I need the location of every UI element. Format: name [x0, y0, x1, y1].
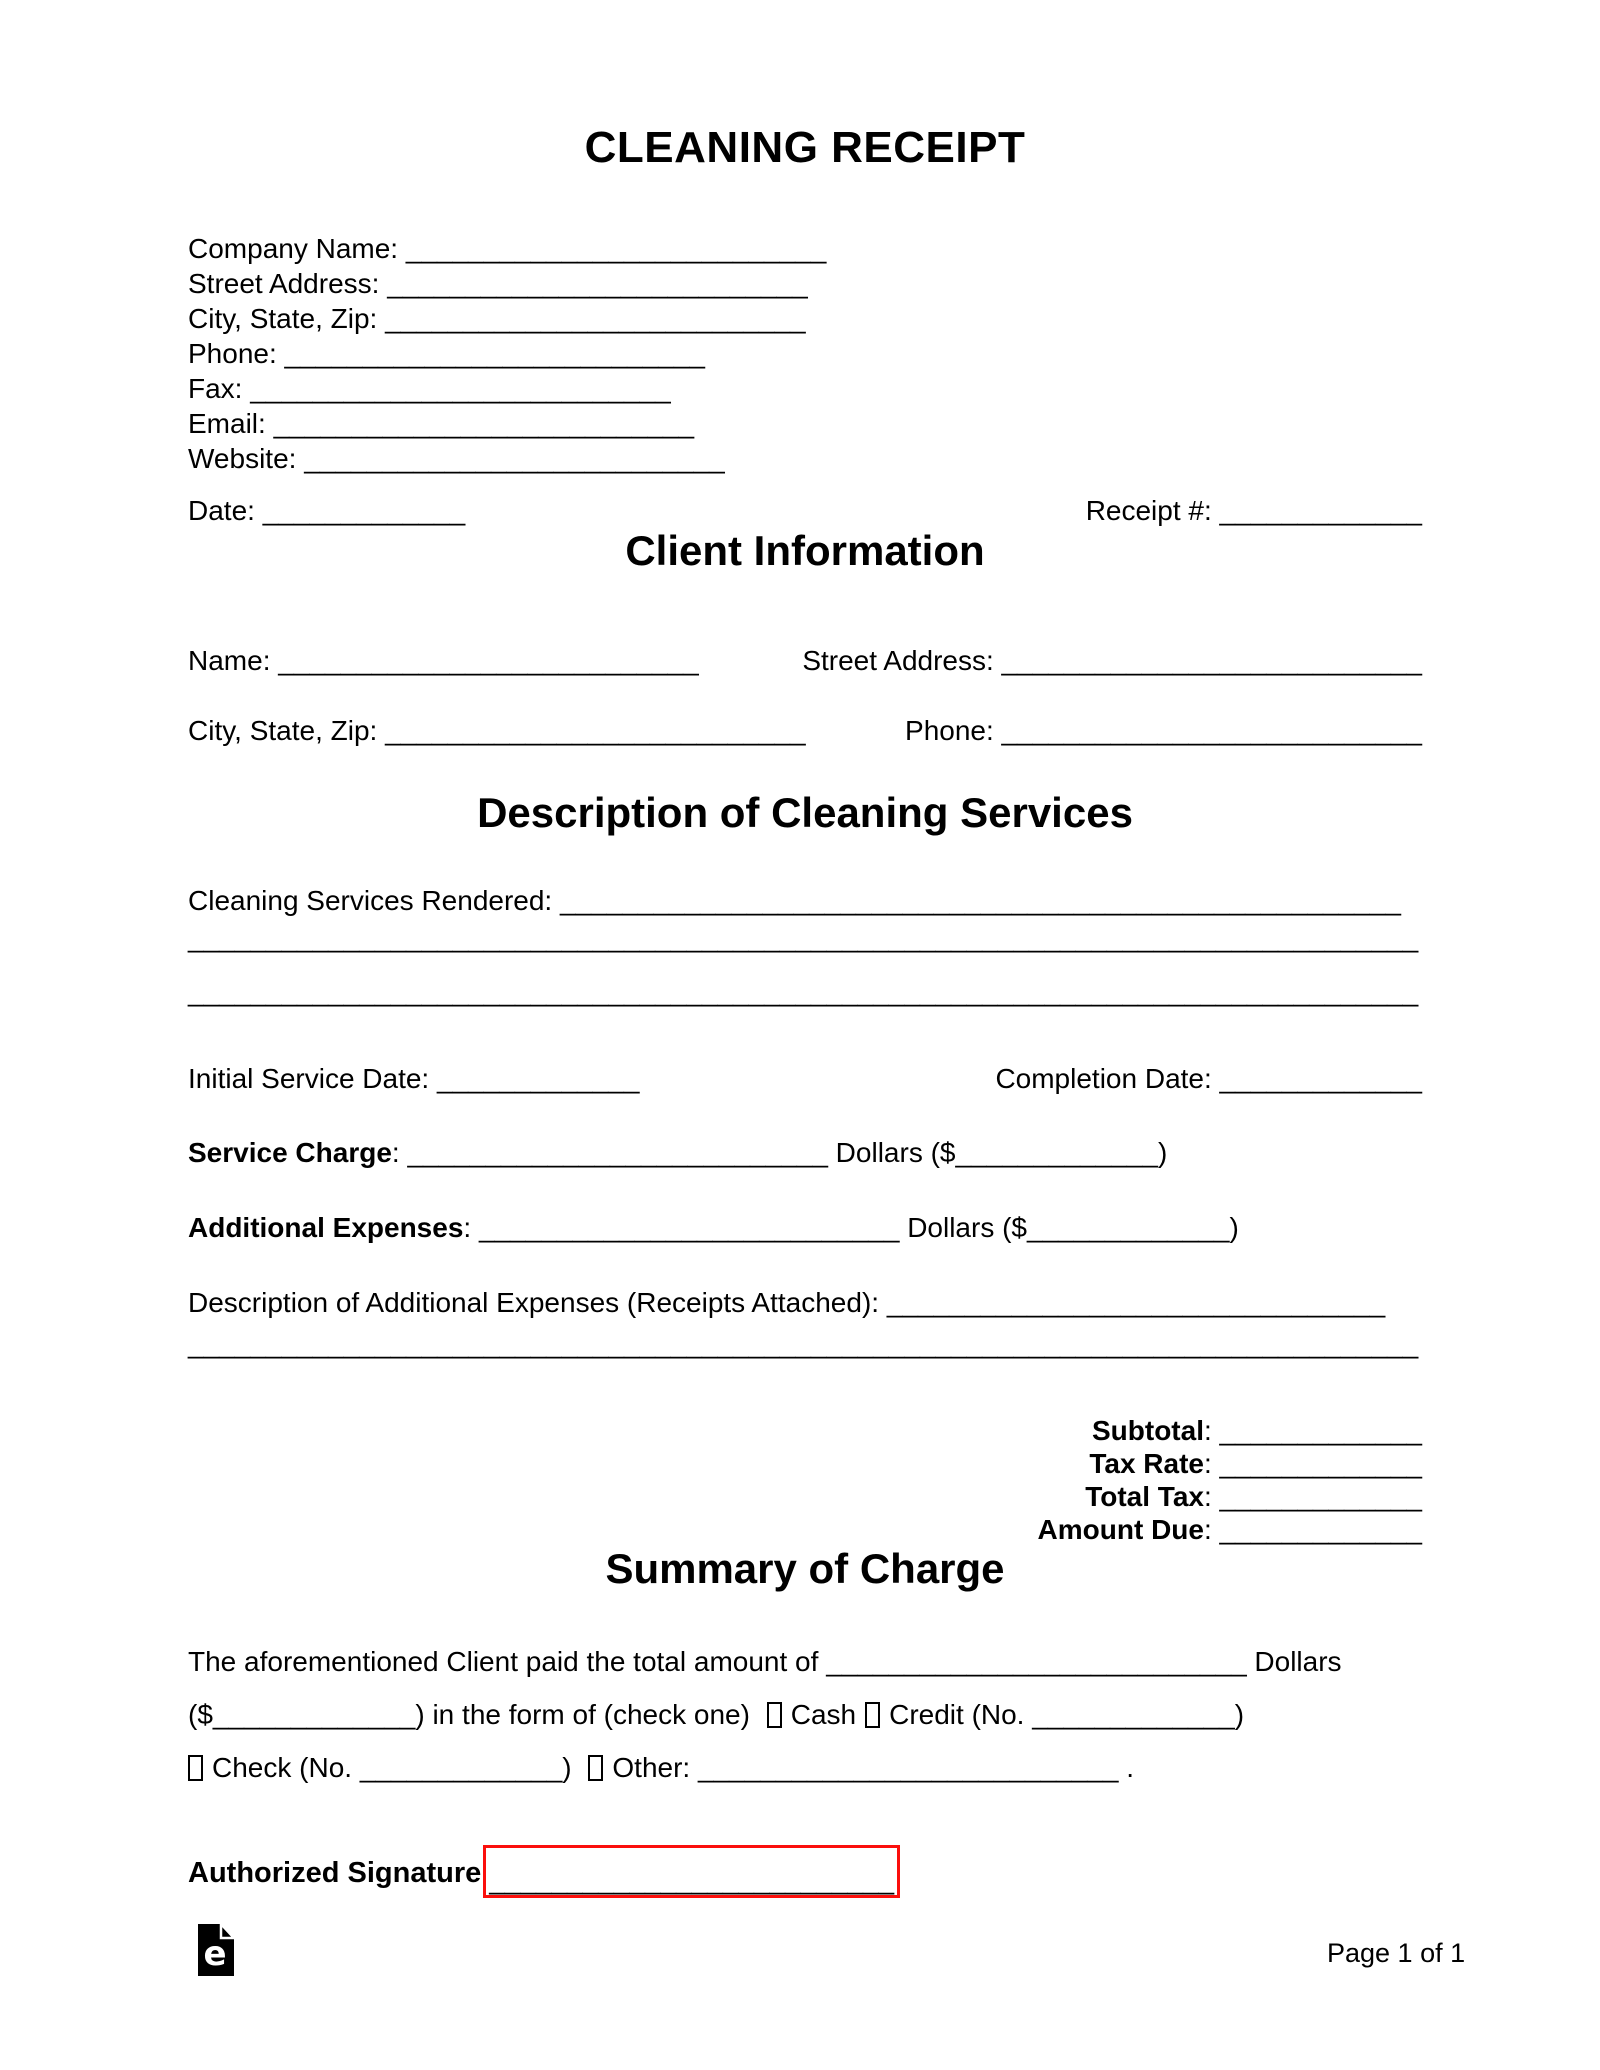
other-line[interactable]: ___________________________ [697, 1752, 1119, 1783]
company-email-row [188, 406, 1422, 441]
company-name-row [188, 231, 1422, 266]
initial-service-date-line[interactable]: _____________ [437, 1063, 640, 1094]
client-name-line[interactable]: ___________________________ [278, 645, 699, 676]
company-fax-row [188, 371, 1422, 406]
tax-rate-label: Tax Rate [1089, 1448, 1204, 1479]
company-name-label: Company Name: [188, 233, 406, 264]
document-icon [198, 1924, 234, 1976]
amount-due-row [1038, 1513, 1422, 1546]
subtotal-label: Subtotal [1091, 1415, 1204, 1446]
company-fax-line[interactable]: ___________________________ [250, 373, 671, 404]
services-blank-row-1 [188, 922, 1422, 954]
date-field [188, 495, 465, 527]
service-charge-dollars-label: Dollars ($ [827, 1137, 956, 1168]
summary-heading: Summary of Charge [605, 1545, 1005, 1592]
services-rendered-label: Cleaning Services Rendered: [188, 885, 560, 916]
additional-expenses-blank-line[interactable]: _______________________________________________________________________________ [188, 1328, 1419, 1359]
receipt-number-field [1086, 495, 1422, 527]
subtotal-row [1038, 1414, 1422, 1447]
cash-label: Cash [790, 1699, 857, 1730]
signature-box[interactable] [483, 1845, 900, 1898]
client-name-field [188, 645, 699, 677]
additional-expenses-blank-row [188, 1328, 1422, 1360]
client-city-field [188, 715, 806, 747]
credit-label: Credit (No. [889, 1699, 1033, 1730]
client-street-field [802, 645, 1422, 677]
service-charge-line[interactable]: ___________________________ [407, 1137, 828, 1168]
services-heading: Description of Cleaning Services [477, 789, 1133, 836]
amount-due-colon: : [1203, 1514, 1220, 1545]
service-charge-amount-line[interactable]: _____________ [955, 1137, 1158, 1168]
service-dates-row [188, 1063, 1422, 1095]
credit-paren-close: ) [1234, 1699, 1245, 1730]
totals-block [1038, 1414, 1422, 1546]
completion-date-line[interactable]: _____________ [1219, 1063, 1422, 1094]
company-info-block [188, 231, 1422, 476]
company-street-row [188, 266, 1422, 301]
eforms-logo [198, 1924, 234, 1983]
additional-expenses-row [188, 1212, 1422, 1244]
page-title: CLEANING RECEIPT [584, 123, 1026, 172]
summary-dollars-label: Dollars [1246, 1646, 1342, 1677]
svg-text:e: e [203, 1934, 227, 1974]
date-receipt-row [188, 495, 1422, 527]
additional-expenses-desc-line[interactable]: ________________________________ [886, 1287, 1386, 1318]
additional-expenses-dollars-label: Dollars ($ [899, 1212, 1028, 1243]
additional-expenses-line[interactable]: ___________________________ [478, 1212, 900, 1243]
company-fax-label: Fax: [188, 373, 251, 404]
company-name-line[interactable]: ___________________________ [405, 233, 827, 264]
receipt-number-label: Receipt #: [1085, 495, 1220, 526]
initial-service-date-field [188, 1063, 639, 1095]
receipt-number-line[interactable]: _____________ [1219, 495, 1422, 526]
client-information-heading: Client Information [625, 527, 985, 574]
amount-due-label: Amount Due [1037, 1514, 1204, 1545]
signature-line: __________________________ [489, 1864, 895, 1895]
company-city-line[interactable]: ___________________________ [385, 303, 806, 334]
company-city-row [188, 301, 1422, 336]
client-row-1 [188, 645, 1422, 677]
total-amount-line[interactable]: ___________________________ [826, 1646, 1247, 1677]
company-website-label: Website: [188, 443, 305, 474]
company-city-label: City, State, Zip: [188, 303, 386, 334]
service-charge-colon: : [391, 1137, 408, 1168]
company-website-row [188, 441, 1422, 476]
client-phone-label: Phone: [905, 715, 1002, 746]
subtotal-line[interactable]: _____________ [1219, 1415, 1422, 1446]
date-line[interactable]: _____________ [262, 495, 466, 526]
total-amount-numeric-line[interactable]: _____________ [212, 1699, 416, 1730]
initial-service-date-label: Initial Service Date: [188, 1063, 437, 1094]
company-street-label: Street Address: [188, 268, 388, 299]
subtotal-colon: : [1203, 1415, 1220, 1446]
services-blank-row-2 [188, 976, 1422, 1008]
summary-line-3 [188, 1741, 1422, 1794]
company-email-label: Email: [188, 408, 274, 439]
checkbox-other[interactable] [588, 1755, 603, 1781]
authorized-signature-label: Authorized Signature [188, 1857, 482, 1889]
summary-line-1 [188, 1635, 1422, 1688]
client-row-2 [188, 715, 1422, 747]
additional-expenses-desc-row [188, 1287, 1422, 1319]
service-charge-row [188, 1137, 1422, 1169]
check-label: Check (No. [212, 1752, 360, 1783]
services-rendered-line[interactable]: ______________________________________________________ [559, 885, 1401, 916]
other-label: Other: [612, 1752, 698, 1783]
summary-form-of-text: ) in the form of (check one) [415, 1699, 758, 1730]
total-tax-label: Total Tax [1085, 1481, 1204, 1512]
company-website-line[interactable]: ___________________________ [304, 443, 725, 474]
company-street-line[interactable]: ___________________________ [387, 268, 808, 299]
services-blank-line-1[interactable]: _______________________________________________________________________________ [188, 922, 1419, 953]
client-phone-line[interactable]: ___________________________ [1001, 715, 1422, 746]
additional-expenses-paren-close: ) [1229, 1212, 1239, 1243]
page-number: Page 1 of 1 [1327, 1938, 1466, 1968]
summary-period: . [1118, 1752, 1134, 1783]
summary-line-2 [188, 1688, 1422, 1741]
service-charge-paren-close: ) [1157, 1137, 1168, 1168]
company-email-line[interactable]: ___________________________ [273, 408, 695, 439]
tax-rate-row [1038, 1447, 1422, 1480]
company-phone-row [188, 336, 1422, 371]
total-tax-colon: : [1203, 1481, 1220, 1512]
tax-rate-line[interactable]: _____________ [1219, 1448, 1422, 1479]
total-tax-line[interactable]: _____________ [1219, 1481, 1422, 1512]
completion-date-label: Completion Date: [995, 1063, 1220, 1094]
service-charge-label: Service Charge [188, 1137, 392, 1168]
client-name-label: Name: [188, 645, 279, 676]
summary-paragraph [188, 1635, 1422, 1794]
checkbox-credit[interactable] [865, 1702, 880, 1728]
amount-due-line[interactable]: _____________ [1219, 1514, 1422, 1545]
additional-expenses-amount-line[interactable]: _____________ [1027, 1212, 1230, 1243]
date-label: Date: [188, 495, 263, 526]
summary-open-paren: ($ [188, 1699, 213, 1730]
summary-text-1: The aforementioned Client paid the total amount of [188, 1646, 827, 1677]
client-street-line[interactable]: ___________________________ [1001, 645, 1422, 676]
tax-rate-colon: : [1203, 1448, 1220, 1479]
services-rendered-row [188, 885, 1422, 917]
check-number-line[interactable]: _____________ [359, 1752, 563, 1783]
client-phone-field [905, 715, 1422, 747]
checkbox-check[interactable] [188, 1755, 203, 1781]
additional-expenses-colon: : [463, 1212, 479, 1243]
authorized-signature-row [188, 1845, 1422, 1898]
credit-number-line[interactable]: _____________ [1032, 1699, 1235, 1730]
company-phone-label: Phone: [188, 338, 285, 369]
company-phone-line[interactable]: ___________________________ [284, 338, 705, 369]
completion-date-field [995, 1063, 1422, 1095]
check-paren-close: ) [562, 1752, 580, 1783]
additional-expenses-label: Additional Expenses [188, 1212, 464, 1243]
services-blank-line-2[interactable]: _______________________________________________________________________________ [188, 976, 1419, 1007]
total-tax-row [1038, 1480, 1422, 1513]
client-street-label: Street Address: [802, 645, 1002, 676]
additional-expenses-desc-label: Description of Additional Expenses (Receipts Attached): [188, 1287, 887, 1318]
checkbox-cash[interactable] [767, 1702, 782, 1728]
client-city-line[interactable]: ___________________________ [385, 715, 806, 746]
client-city-label: City, State, Zip: [188, 715, 386, 746]
